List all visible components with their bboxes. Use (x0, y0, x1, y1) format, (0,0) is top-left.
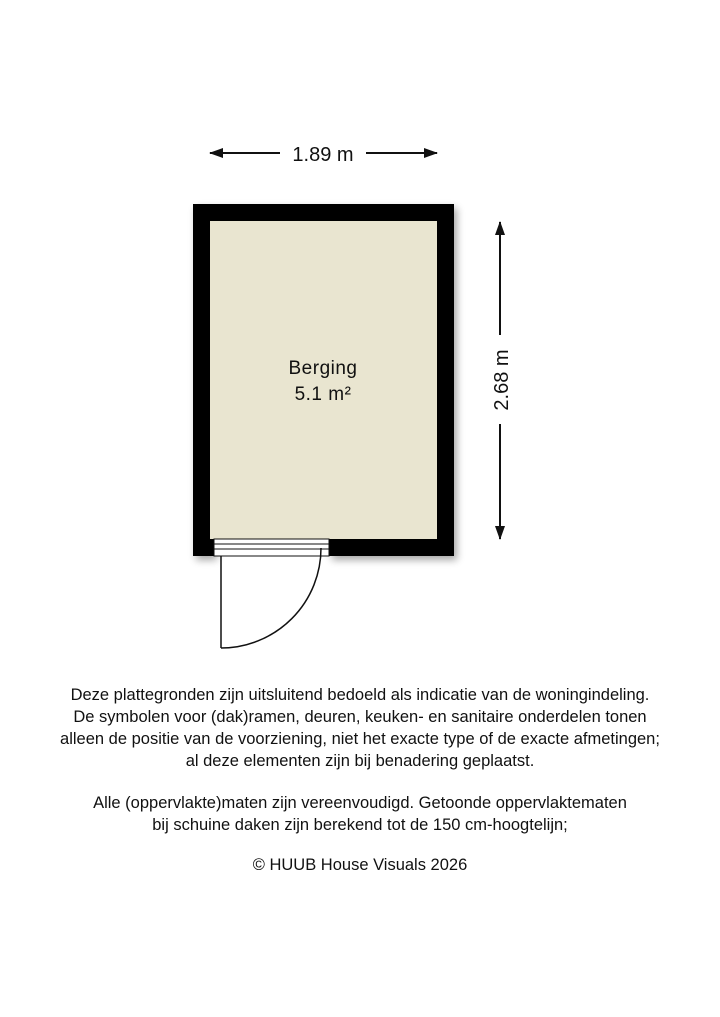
disclaimer-line: alleen de positie van de voorziening, niet het exacte type of de exacte afmetingen; (60, 730, 660, 748)
disclaimer-line: Deze plattegronden zijn uitsluitend bedoeld als indicatie van de woningindeling. (70, 686, 650, 704)
copyright-text: © HUUB House Visuals 2026 (252, 856, 468, 874)
width-dimension (210, 144, 437, 166)
door-swing-arc (221, 548, 321, 648)
height-label: 2.68 m (491, 349, 513, 411)
disclaimer-paragraph-1 (0, 684, 720, 772)
room-name: Berging (288, 358, 358, 379)
disclaimer-line: al deze elementen zijn bij benadering geplaatst. (185, 752, 535, 770)
copyright-notice (0, 854, 720, 876)
height-dimension (491, 222, 513, 539)
disclaimer-line: bij schuine daken zijn berekend tot de 150 cm-hoogtelijn; (152, 816, 568, 834)
disclaimer-line: De symbolen voor (dak)ramen, deuren, keuken- en sanitaire onderdelen tonen (73, 708, 647, 726)
room-floor (210, 221, 437, 539)
width-label: 1.89 m (292, 144, 354, 166)
door (214, 539, 329, 648)
door-threshold (214, 539, 329, 556)
room-berging (193, 204, 454, 556)
disclaimer-line: Alle (oppervlakte)maten zijn vereenvoudigd. Getoonde oppervlaktematen (93, 794, 627, 812)
room-area: 5.1 m² (294, 384, 352, 405)
disclaimer-paragraph-2 (0, 792, 720, 836)
